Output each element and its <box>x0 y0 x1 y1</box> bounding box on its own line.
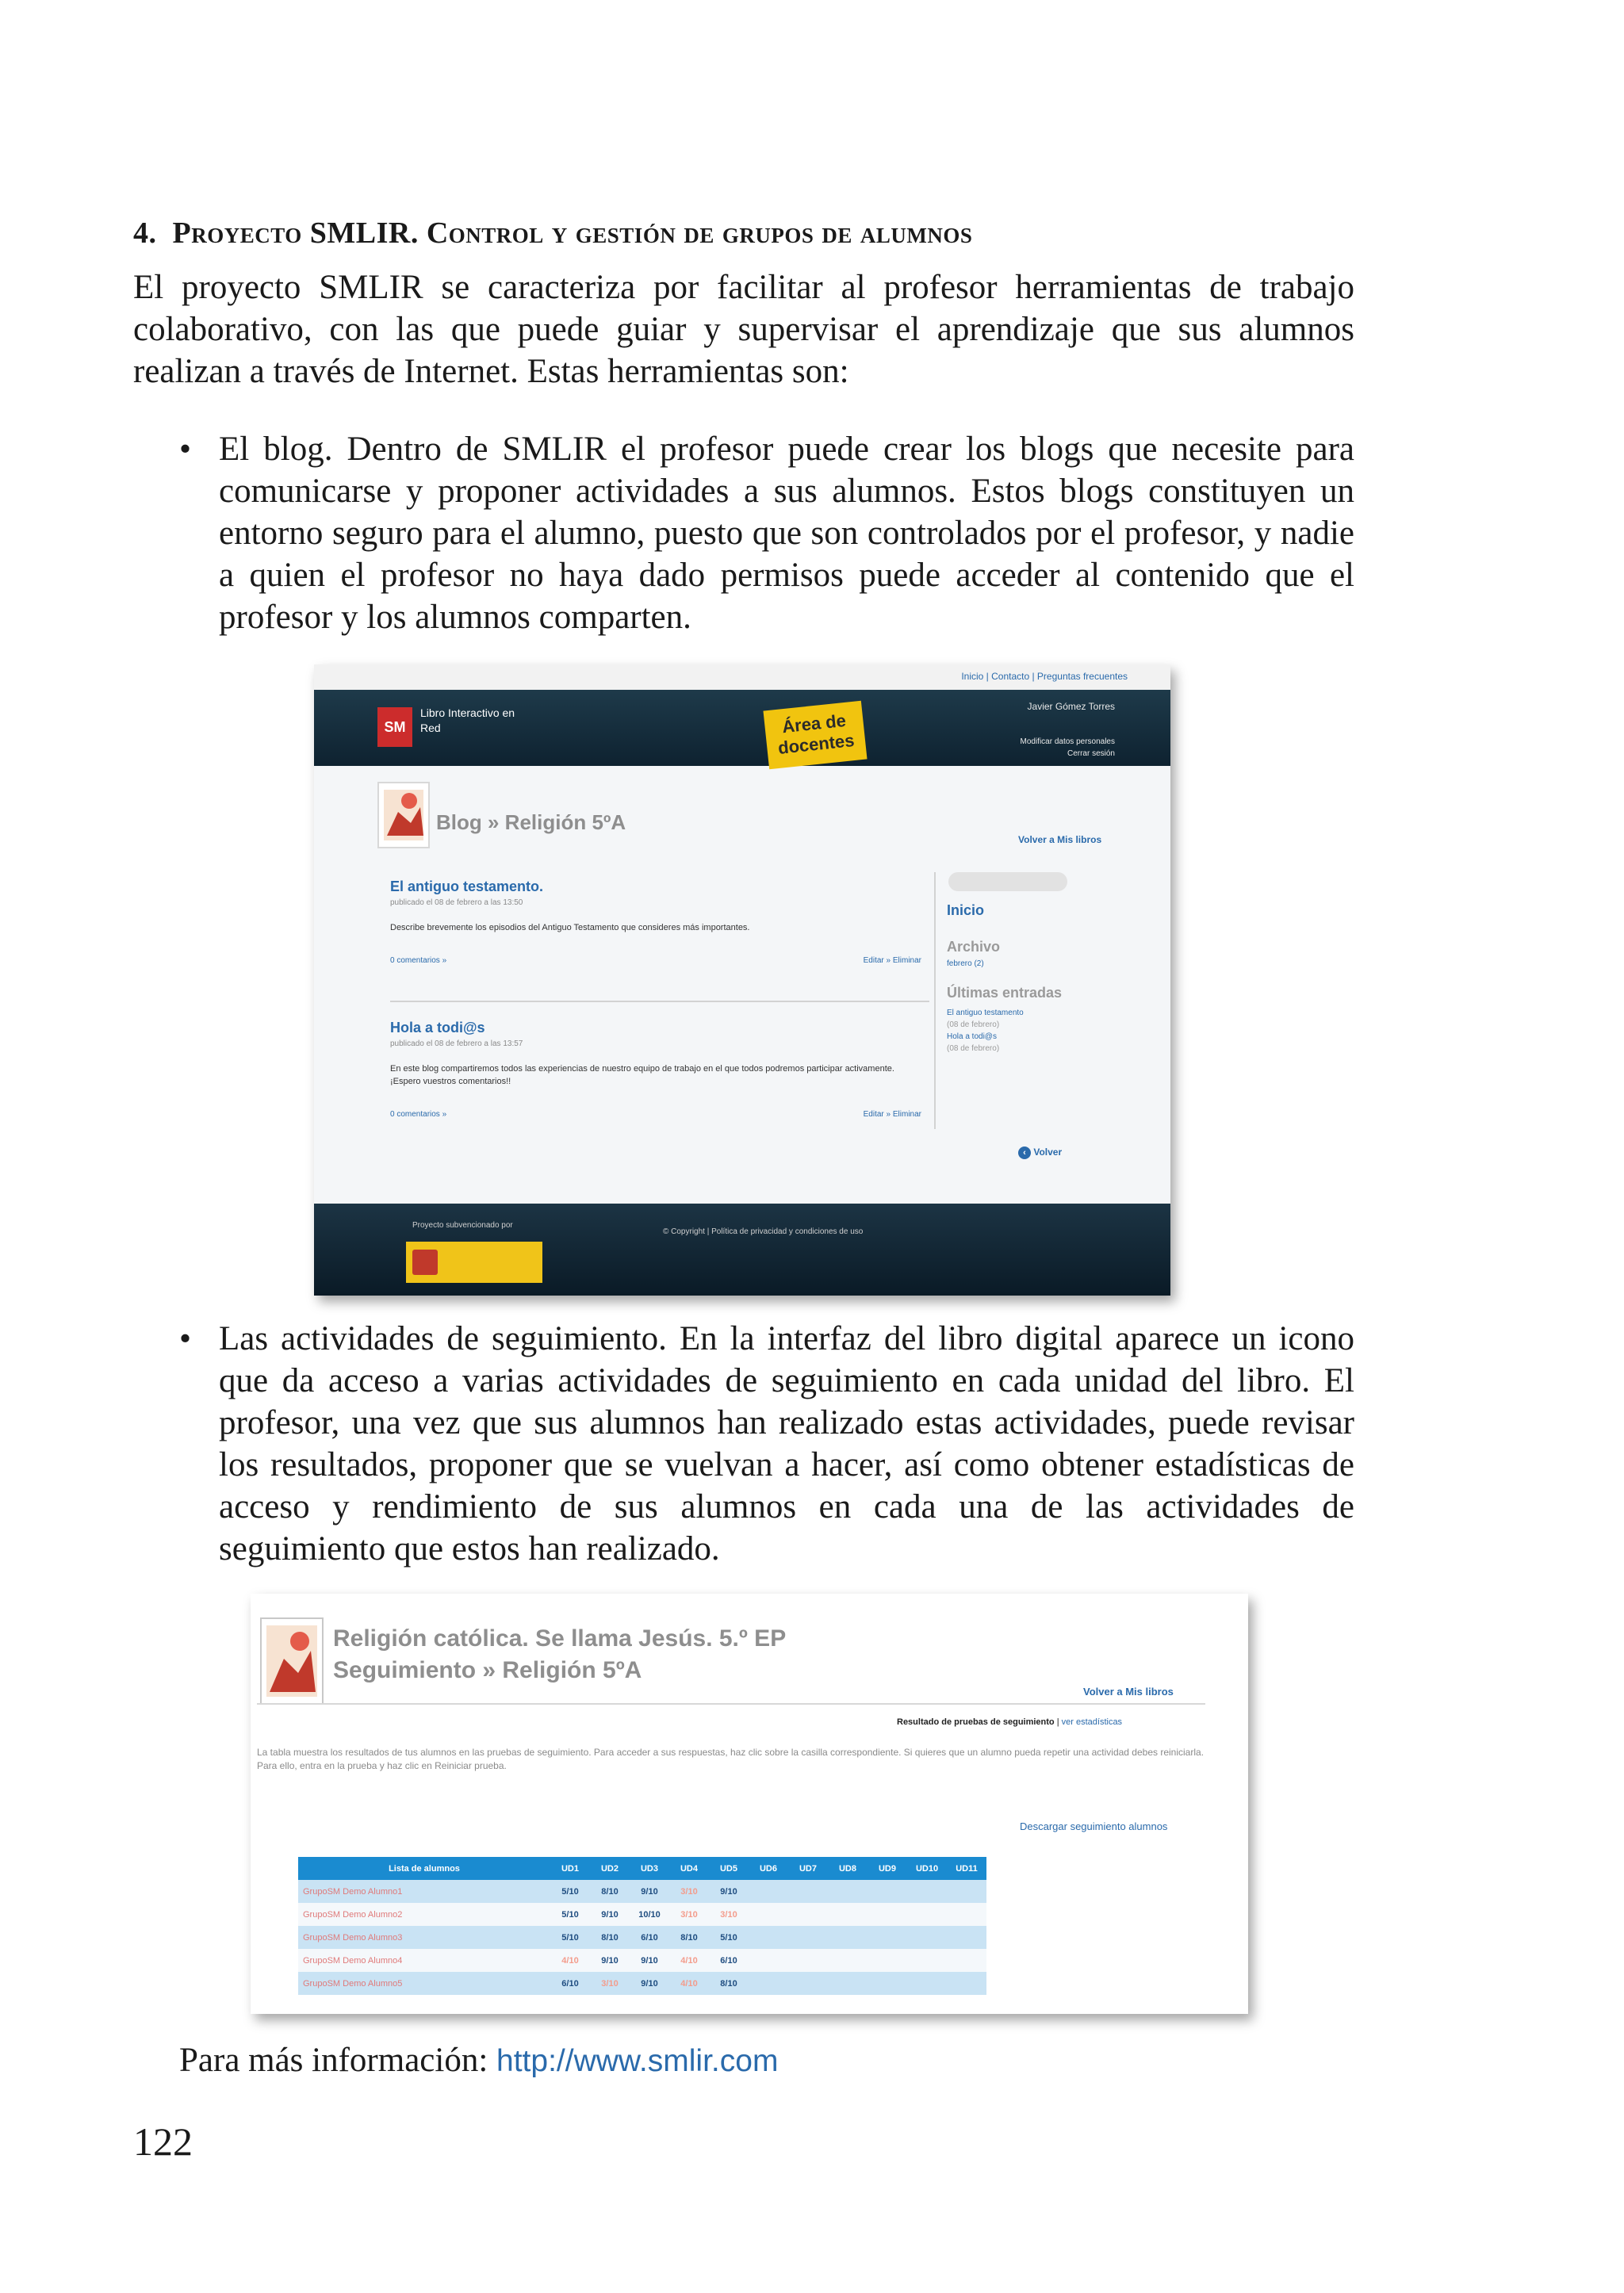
footer-copyright[interactable]: © Copyright | Política de privacidad y condiciones de uso <box>663 1227 864 1236</box>
table-row <box>298 1880 986 1903</box>
student-name: GrupoSM Demo Alumno5 <box>298 1972 550 1995</box>
col-ud7: UD7 <box>788 1857 828 1880</box>
grade-cell <box>947 1880 986 1903</box>
blog-screenshot <box>314 664 1170 1296</box>
title-divider <box>257 1703 1205 1705</box>
grade-cell[interactable]: 5/10 <box>550 1903 590 1926</box>
grade-cell <box>868 1880 907 1903</box>
tracking-description: La tabla muestra los resultados de tus alumnos en las pruebas de seguimiento. Para acceder a sus respuestas, haz clic sobre la casilla correspondiente. Si quieres que un alumno pueda repetir una actividad debes reiniciarla. Para ello, entra en la prueba y haz clic en Reiniciar prueba. <box>257 1747 1205 1771</box>
post-meta: publicado el 08 de febrero a las 13:57 <box>390 1039 523 1048</box>
grade-cell[interactable]: 9/10 <box>630 1972 669 1995</box>
grade-cell <box>868 1903 907 1926</box>
grade-cell <box>828 1926 868 1949</box>
post-links <box>390 956 921 967</box>
grade-cell[interactable]: 3/10 <box>669 1903 709 1926</box>
blog-search-input[interactable] <box>948 872 1067 891</box>
grade-cell[interactable]: 5/10 <box>550 1926 590 1949</box>
edit-delete-links[interactable]: Editar » Eliminar <box>863 1110 921 1119</box>
col-ud9: UD9 <box>868 1857 907 1880</box>
post-body: Describe brevemente los episodios del Antiguo Testamento que consideres más importantes. <box>390 923 750 932</box>
blog-footer <box>314 1204 1170 1296</box>
grade-cell[interactable]: 5/10 <box>550 1880 590 1903</box>
coat-of-arms-icon <box>412 1250 438 1275</box>
grade-cell <box>907 1926 947 1949</box>
col-ud10: UD10 <box>907 1857 947 1880</box>
logout-link[interactable]: Cerrar sesión <box>1067 749 1115 758</box>
table-row <box>298 1949 986 1972</box>
sidebar-latest-2[interactable]: Hola a todi@s <box>947 1032 997 1041</box>
grade-cell[interactable]: 8/10 <box>590 1926 630 1949</box>
edit-delete-links[interactable]: Editar » Eliminar <box>863 956 921 965</box>
tracking-title: Seguimiento » Religión 5ºA <box>333 1657 642 1683</box>
intro-paragraph: El proyecto SMLIR se caracteriza por facilitar al profesor herramientas de trabajo colaborativo, con las que puede guiar y supervisar el aprendizaje que sus alumnos realizan a través de Internet. Estas herramientas son: <box>133 269 1354 390</box>
book-cover-art <box>262 1619 322 1703</box>
download-tracking-link[interactable]: Descargar seguimiento alumnos <box>1020 1820 1168 1832</box>
grades-table <box>298 1857 986 1995</box>
grade-cell[interactable]: 4/10 <box>669 1949 709 1972</box>
col-ud6: UD6 <box>749 1857 788 1880</box>
bullet-icon: • <box>179 1320 192 1357</box>
grade-cell[interactable]: 6/10 <box>709 1949 749 1972</box>
table-row <box>298 1926 986 1949</box>
sidebar-latest-2-date: (08 de febrero) <box>947 1044 1000 1053</box>
grade-cell[interactable]: 9/10 <box>630 1880 669 1903</box>
statistics-link[interactable]: ver estadísticas <box>1061 1717 1123 1727</box>
grade-cell <box>828 1972 868 1995</box>
grade-cell[interactable]: 4/10 <box>669 1972 709 1995</box>
post-body: En este blog compartiremos todos las experiencias de nuestro equipo de trabajo en el que todos podremos participar activamente. ¡Espero vuestros comentarios!! <box>390 1064 894 1086</box>
table-row <box>298 1972 986 1995</box>
col-ud4: UD4 <box>669 1857 709 1880</box>
grade-cell[interactable]: 9/10 <box>590 1949 630 1972</box>
grade-cell[interactable]: 8/10 <box>590 1880 630 1903</box>
more-info-label: Para más información: <box>179 2042 488 2079</box>
edit-profile-link[interactable]: Modificar datos personales <box>1020 737 1115 746</box>
grade-cell[interactable]: 3/10 <box>709 1903 749 1926</box>
grade-cell <box>749 1949 788 1972</box>
col-ud1: UD1 <box>550 1857 590 1880</box>
grade-cell[interactable]: 8/10 <box>709 1972 749 1995</box>
sidebar-home-link[interactable]: Inicio <box>947 902 985 918</box>
post-title[interactable]: El antiguo testamento. <box>390 879 544 894</box>
table-row <box>298 1903 986 1926</box>
grade-cell <box>788 1880 828 1903</box>
grade-cell[interactable]: 9/10 <box>709 1880 749 1903</box>
col-student-list: Lista de alumnos <box>298 1857 550 1880</box>
sidebar-latest-1-date: (08 de febrero) <box>947 1020 1000 1029</box>
grade-cell <box>749 1972 788 1995</box>
user-name: Javier Gómez Torres <box>1027 701 1115 712</box>
blog-title: Blog » Religión 5ºA <box>436 810 626 834</box>
grade-cell <box>907 1949 947 1972</box>
back-to-books-link[interactable]: Volver a Mis libros <box>1083 1686 1174 1698</box>
sidebar-archive-item[interactable]: febrero (2) <box>947 959 984 968</box>
bullet-blog-text: El blog. Dentro de SMLIR el profesor puede crear los blogs que necesite para comunicarse y proponer actividades a sus alumnos. Estos blogs constituyen un entorno seguro para el alumno, puesto que son controlados por el profesor, y nadie a quien el profesor no haya dado permisos puede acceder al contenido que el profesor y los alumnos comparten. <box>219 431 1354 636</box>
grade-cell[interactable]: 9/10 <box>630 1949 669 1972</box>
grade-cell[interactable]: 10/10 <box>630 1903 669 1926</box>
back-arrow-icon: ‹ <box>1018 1146 1031 1159</box>
grade-cell[interactable]: 4/10 <box>550 1949 590 1972</box>
teachers-area-note: Área de docentes <box>763 701 867 770</box>
section-number: 4. <box>133 216 157 250</box>
grade-cell[interactable]: 3/10 <box>590 1972 630 1995</box>
section-title: Proyecto SMLIR. Control y gestión de grupos de alumnos <box>172 216 973 250</box>
table-header-row <box>298 1857 986 1880</box>
grade-cell <box>907 1880 947 1903</box>
grade-cell <box>947 1949 986 1972</box>
grade-cell <box>947 1926 986 1949</box>
col-ud8: UD8 <box>828 1857 868 1880</box>
logo-text: Libro Interactivo en Red <box>420 706 515 734</box>
grade-cell <box>828 1949 868 1972</box>
grade-cell <box>749 1926 788 1949</box>
blog-header <box>314 690 1170 766</box>
grade-cell <box>907 1972 947 1995</box>
page-number: 122 <box>133 2119 193 2164</box>
grade-cell[interactable]: 8/10 <box>669 1926 709 1949</box>
col-ud2: UD2 <box>590 1857 630 1880</box>
grade-cell <box>749 1880 788 1903</box>
book-cover-icon <box>377 782 430 848</box>
sidebar-latest-1[interactable]: El antiguo testamento <box>947 1009 1024 1017</box>
blog-post <box>390 879 921 967</box>
header-links <box>1020 736 1115 760</box>
sidebar-archive-title: Archivo <box>947 939 1001 955</box>
col-ud5: UD5 <box>709 1857 749 1880</box>
volver-button[interactable] <box>1018 1146 1062 1159</box>
book-cover-icon <box>260 1617 324 1705</box>
book-cover-art <box>379 783 428 847</box>
grade-cell <box>947 1972 986 1995</box>
student-name: GrupoSM Demo Alumno2 <box>298 1903 550 1926</box>
student-name: GrupoSM Demo Alumno1 <box>298 1880 550 1903</box>
post-links <box>390 1110 921 1121</box>
grade-cell <box>828 1903 868 1926</box>
bullet-blog <box>179 428 1354 638</box>
grade-cell <box>788 1949 828 1972</box>
volver-label: Volver <box>1033 1146 1063 1158</box>
comments-link[interactable]: 0 comentarios » <box>390 1110 447 1119</box>
more-info-line <box>179 2041 778 2080</box>
results-label: Resultado de pruebas de seguimiento <box>897 1717 1055 1727</box>
comments-link[interactable]: 0 comentarios » <box>390 956 447 965</box>
section-heading <box>133 216 1354 251</box>
post-title[interactable]: Hola a todi@s <box>390 1020 485 1035</box>
student-name: GrupoSM Demo Alumno3 <box>298 1926 550 1949</box>
col-ud3: UD3 <box>630 1857 669 1880</box>
grade-cell[interactable]: 5/10 <box>709 1926 749 1949</box>
blog-post <box>390 1020 921 1121</box>
grade-cell <box>788 1972 828 1995</box>
student-name: GrupoSM Demo Alumno4 <box>298 1949 550 1972</box>
bullet-tracking <box>179 1318 1354 1570</box>
col-ud11: UD11 <box>947 1857 986 1880</box>
blog-top-links[interactable]: Inicio | Contacto | Preguntas frecuentes <box>961 671 1128 682</box>
grade-cell <box>947 1903 986 1926</box>
sidebar-latest-title: Últimas entradas <box>947 985 1063 1001</box>
grade-cell[interactable]: 6/10 <box>630 1926 669 1949</box>
grade-cell[interactable]: 3/10 <box>669 1880 709 1903</box>
grade-cell <box>788 1903 828 1926</box>
grade-cell <box>868 1926 907 1949</box>
grade-cell <box>868 1972 907 1995</box>
bullet-icon: • <box>179 431 192 468</box>
sidebar-divider <box>934 872 936 1129</box>
grade-cell <box>868 1949 907 1972</box>
grade-cell <box>907 1903 947 1926</box>
smlir-url-link[interactable]: http://www.smlir.com <box>496 2044 779 2078</box>
bullet-tracking-text: Las actividades de seguimiento. En la interfaz del libro digital aparece un icono que da acceso a varias actividades de seguimiento en cada unidad del libro. El profesor, una vez que sus alumnos han realizado estas actividades, puede revisar los resultados, proponer que se vuelvan a hacer, así como obtener estadísticas de acceso y rendimiento de sus alumnos en cada una de las actividades de seguimiento que estos han realizado. <box>219 1320 1354 1568</box>
ministry-logo <box>406 1242 542 1283</box>
post-divider <box>390 1001 929 1002</box>
back-to-books-link[interactable]: Volver a Mis libros <box>1018 834 1102 845</box>
sm-logo: SM <box>377 707 412 747</box>
footer-funded-label: Proyecto subvencionado por <box>412 1221 513 1230</box>
grade-cell <box>788 1926 828 1949</box>
grade-cell <box>749 1903 788 1926</box>
results-bar: Resultado de pruebas de seguimiento | ver estadísticas <box>897 1717 1123 1727</box>
grade-cell <box>828 1880 868 1903</box>
post-meta: publicado el 08 de febrero a las 13:50 <box>390 898 523 907</box>
tracking-screenshot <box>251 1594 1248 2014</box>
grade-cell[interactable]: 6/10 <box>550 1972 590 1995</box>
book-title: Religión católica. Se llama Jesús. 5.º EP <box>333 1625 787 1652</box>
grade-cell[interactable]: 9/10 <box>590 1903 630 1926</box>
